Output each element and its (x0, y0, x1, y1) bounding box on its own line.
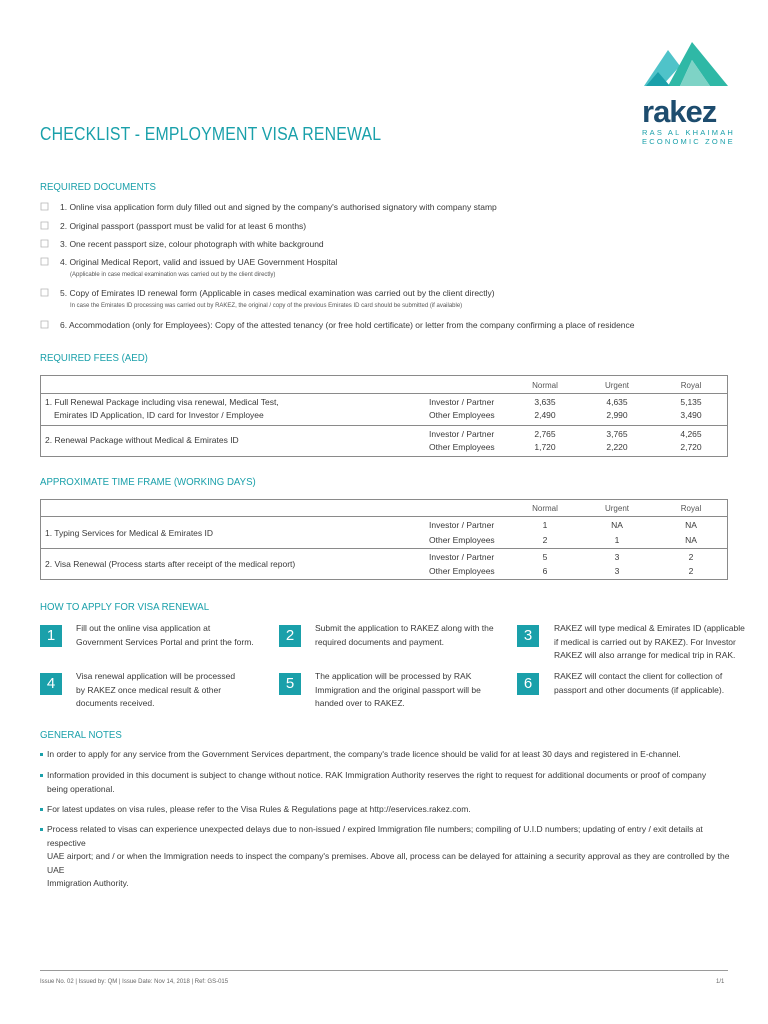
bullet-icon (40, 753, 43, 756)
document-item-text: 1. Online visa application form duly filled out and signed by the company's authorised signatory with company stamp (60, 202, 497, 212)
step-number: 1 (40, 625, 62, 647)
document-item-text: 4. Original Medical Report, valid and issued by UAE Government Hospital (60, 257, 338, 267)
time-value: 2 (688, 566, 694, 576)
step-number: 3 (517, 625, 539, 647)
fees-value: 4,265 (680, 429, 702, 439)
fees-type: Other Employees (429, 410, 495, 420)
required-fees-heading: REQUIRED FEES (AED) (40, 352, 148, 364)
document-item (40, 288, 495, 298)
step-text: Submit the application to RAKEZ along with the required documents and payment. (315, 623, 494, 647)
document-item-text: 2. Original passport (passport must be valid for at least 6 months) (60, 221, 307, 231)
time-value: 5 (542, 552, 548, 562)
document-item (40, 257, 337, 267)
footer-issue-info: Issue No. 02 | Issued by: QM | Issue Date: Nov 14, 2018 | Ref: GS-015 (40, 979, 229, 985)
logo-subtitle-1: RAS AL KHAIMAH (642, 128, 736, 137)
fees-value: 3,765 (606, 429, 628, 439)
note-item: Information provided in this document is subject to change without notice. RAK Immigration Authority reserves the right to request for additional documents or proof of company being operational. (40, 769, 730, 796)
bullet-icon (40, 774, 43, 777)
document-item-note: In case the Emirates ID processing was carried out by RAKEZ, the original / copy of the previous Emirates ID card should be submitted (if available) (70, 303, 463, 309)
step-text: Visa renewal application will be processed by RAKEZ once medical result & other documents received. (76, 671, 236, 708)
checkbox-icon[interactable] (40, 221, 49, 230)
step-text: Fill out the online visa application at Government Services Portal and print the form. (76, 623, 254, 647)
step-number: 5 (279, 673, 301, 695)
fees-value: 5,135 (680, 397, 702, 407)
time-value: NA (611, 520, 623, 530)
time-frame-table (40, 499, 728, 580)
step-number: 4 (40, 673, 62, 695)
note-item: Process related to visas can experience unexpected delays due to non-issued / expired Immigration file numbers; compiling of U.I.D numbers; updating of entry / exit details at respective UAE airport; and / or when the Immigration needs to inspect the company's premises. Above all, process can be delayed for attaining a security approval as they are controlled by the UAE Immigration Authority. (40, 823, 730, 891)
fees-type: Investor / Partner (429, 397, 495, 407)
time-value: 1 (542, 520, 548, 530)
fees-value: 2,990 (606, 410, 628, 420)
fees-table (40, 375, 728, 457)
page-title: CHECKLIST - EMPLOYMENT VISA RENEWAL (40, 124, 382, 144)
document-item-text: 3. One recent passport size, colour photograph with white background (60, 239, 324, 249)
bullet-icon (40, 828, 43, 831)
step-text: The application will be processed by RAK Immigration and the original passport will be handed over to RAKEZ. (315, 671, 481, 708)
time-value: 1 (614, 535, 620, 545)
time-row-label: 2. Visa Renewal (Process starts after receipt of the medical report) (45, 559, 296, 569)
time-value: 3 (614, 566, 620, 576)
time-value: 2 (542, 535, 548, 545)
document-item-text: 6. Accommodation (only for Employees): Copy of the attested tenancy (or free hold certificate) or letter from the company confirming a place of residence (60, 320, 635, 330)
time-col-urgent: Urgent (604, 504, 629, 513)
time-col-royal: Royal (680, 504, 702, 513)
rakez-logo (640, 36, 736, 146)
document-item (40, 320, 635, 330)
time-type: Other Employees (429, 566, 495, 576)
step-number: 2 (279, 625, 301, 647)
fees-value: 3,635 (534, 397, 556, 407)
step-text: RAKEZ will contact the client for collection of passport and other documents (if applicable). (554, 671, 725, 695)
step-number: 6 (517, 673, 539, 695)
document-item-note: (Applicable in case medical examination was carried out by the client directly) (70, 272, 276, 278)
document-item (40, 239, 324, 249)
document-item (40, 202, 497, 212)
time-value: NA (685, 535, 697, 545)
document-item (40, 221, 306, 231)
fees-col-urgent: Urgent (604, 381, 629, 390)
time-row-label: 1. Typing Services for Medical & Emirates ID (45, 528, 214, 538)
fees-row-label: 1. Full Renewal Package including visa renewal, Medical Test, (45, 397, 279, 407)
note-item: For latest updates on visa rules, please refer to the Visa Rules & Regulations page at http://eservices.rakez.com. (40, 803, 730, 817)
time-frame-heading: APPROXIMATE TIME FRAME (WORKING DAYS) (40, 476, 256, 488)
fees-value: 2,720 (680, 442, 702, 452)
bullet-icon (40, 808, 43, 811)
time-value: 3 (614, 552, 620, 562)
fees-type: Investor / Partner (429, 429, 495, 439)
fees-value: 1,720 (534, 442, 556, 452)
time-type: Investor / Partner (429, 552, 495, 562)
fees-row-label: 2. Renewal Package without Medical & Emirates ID (45, 435, 239, 445)
fees-value: 2,490 (534, 410, 556, 420)
fees-row-label: Emirates ID Application, ID card for Investor / Employee (54, 410, 264, 420)
step-text: RAKEZ will type medical & Emirates ID (applicable if medical is carried out by RAKEZ). For Investor RAKEZ will also arrange for medical trip in RAK. (554, 623, 745, 660)
note-item: In order to apply for any service from the Government Services department, the company's trade licence should be valid for at least 30 days and registered in E-channel. (40, 748, 730, 762)
time-value: 2 (688, 552, 694, 562)
fees-col-normal: Normal (532, 381, 558, 390)
checkbox-icon[interactable] (40, 239, 49, 248)
how-to-apply-heading: HOW TO APPLY FOR VISA RENEWAL (40, 601, 210, 613)
checkbox-icon[interactable] (40, 288, 49, 297)
fees-value: 2,220 (606, 442, 628, 452)
fees-value: 4,635 (606, 397, 628, 407)
time-col-normal: Normal (532, 504, 558, 513)
footer-divider (40, 970, 728, 971)
fees-col-royal: Royal (680, 381, 702, 390)
fees-value: 3,490 (680, 410, 702, 420)
checkbox-icon[interactable] (40, 202, 49, 211)
fees-type: Other Employees (429, 442, 495, 452)
footer-page-number: 1/1 (716, 979, 725, 985)
required-documents-heading: REQUIRED DOCUMENTS (40, 181, 156, 193)
time-type: Other Employees (429, 535, 495, 545)
document-item-text: 5. Copy of Emirates ID renewal form (Applicable in cases medical examination was carried out by the client directly) (60, 288, 495, 298)
checkbox-icon[interactable] (40, 320, 49, 329)
rakez-mark-icon (640, 36, 732, 96)
checkbox-icon[interactable] (40, 257, 49, 266)
time-value: NA (685, 520, 697, 530)
time-type: Investor / Partner (429, 520, 495, 530)
time-value: 6 (542, 566, 548, 576)
logo-subtitle-2: ECONOMIC ZONE (642, 137, 735, 146)
general-notes-heading: GENERAL NOTES (40, 729, 122, 741)
logo-wordmark: rakez (642, 94, 717, 129)
fees-value: 2,765 (534, 429, 556, 439)
